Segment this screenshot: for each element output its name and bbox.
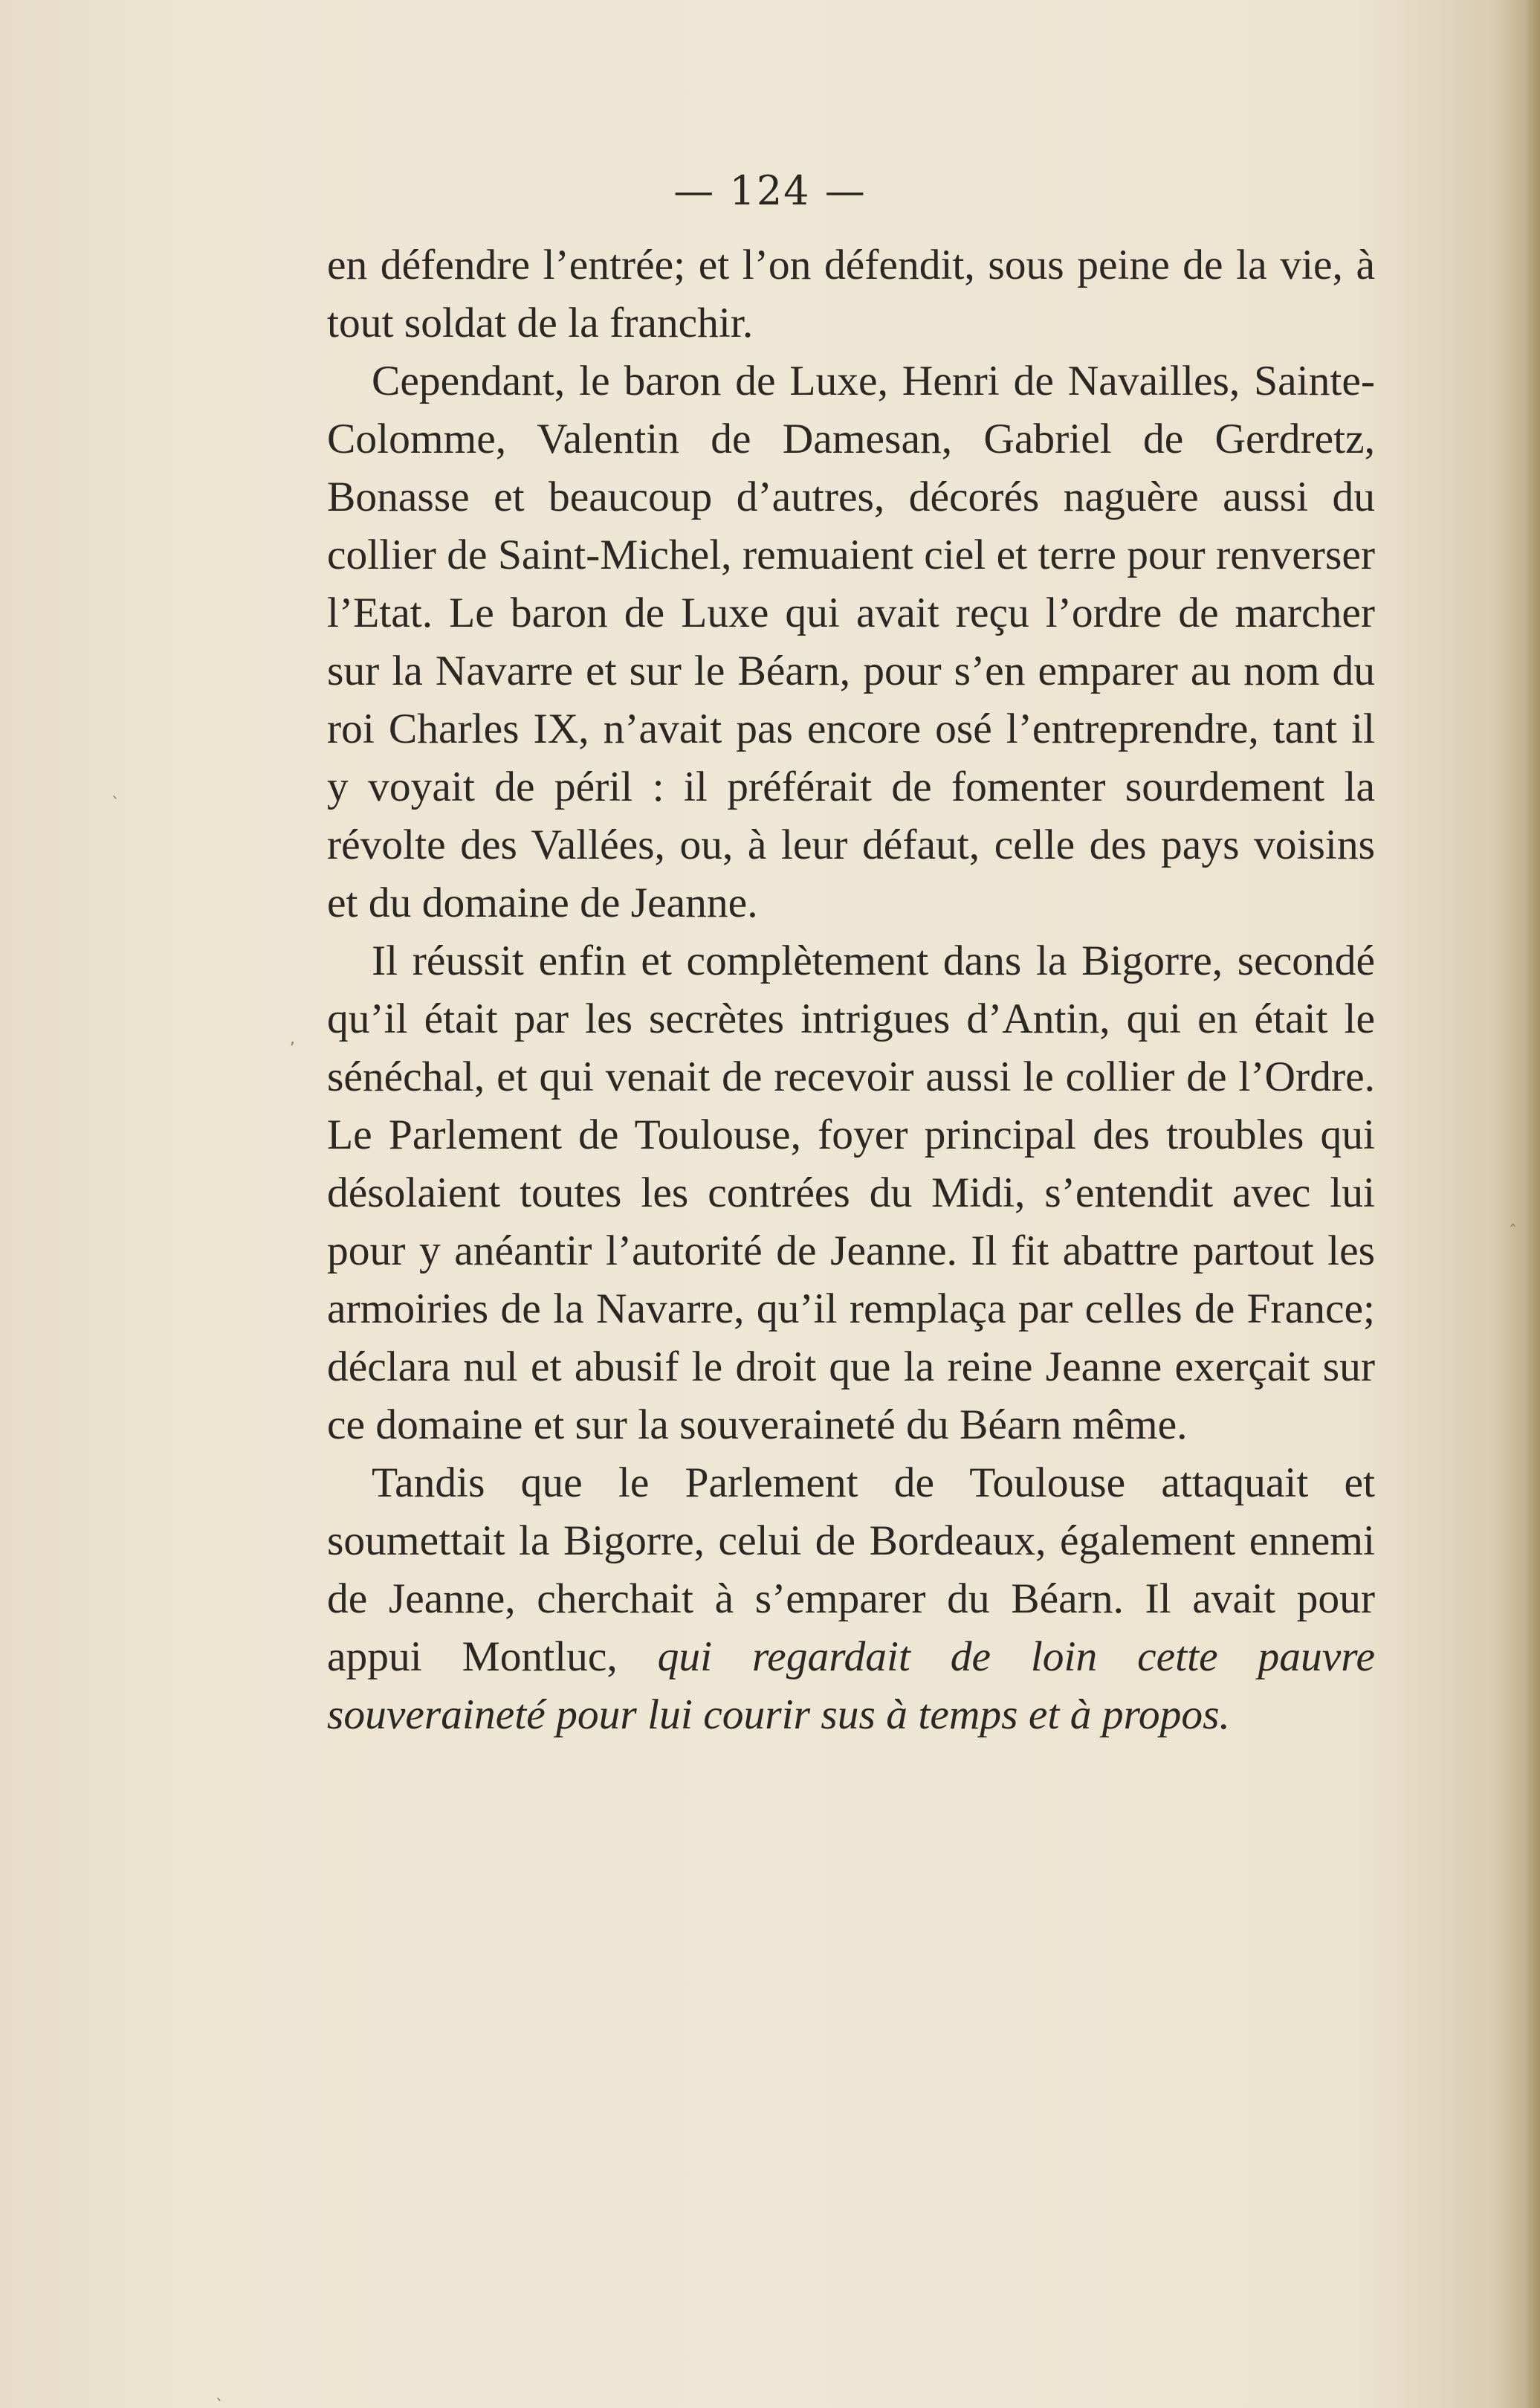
stray-mark: ˎ (111, 781, 120, 799)
paragraph-4 (327, 1454, 1375, 1744)
stray-mark: ˎ (216, 2383, 224, 2401)
stray-mark: , (290, 1030, 295, 1048)
paragraph-4-roman: Tandis que le Parlement de Toulouse attaquait et soumettait la Bigorre, celui de Bordeaux, également ennemi de Jeanne, cherchait à s’emparer du Béarn. Il avait pour appui Montluc, (327, 1459, 1375, 1680)
paragraph-3: Il réussit enfin et complètement dans la Bigorre, secondé qu’il était par les secrètes intrigues d’Antin, qui en était le sénéchal, et qui venait de recevoir aussi le collier de l’Ordre. Le Parlement de Toulouse, foyer principal des troubles qui désolaient toutes les contrées du Midi, s’entendit avec lui pour y anéantir l’autorité de Jeanne. Il fit abattre partout les armoiries de la Navarre, qu’il remplaça par celles de France; déclara nul et abusif le droit que la reine Jeanne exerçait sur ce domaine et sur la souveraineté du Béarn même. (327, 937, 1375, 1448)
page-number: — 124 — (673, 167, 867, 214)
paragraph-4-italic-quote: qui regardait de loin cette pauvre souveraineté pour lui courir sus à temps et à propos. (327, 1633, 1375, 1738)
page-edge-shadow (1525, 0, 1540, 2408)
paragraph-2: Cependant, le baron de Luxe, Henri de Navailles, Sainte-Colomme, Valentin de Damesan, Gabriel de Gerdretz, Bonasse et beaucoup d’autres, décorés naguère aussi du collier de Saint-Michel, remuaient ciel et terre pour renverser l’Etat. Le baron de Luxe qui avait reçu l’ordre de marcher sur la Navarre et sur le Béarn, pour s’en emparer au nom du roi Charles IX, n’avait pas encore osé l’entreprendre, tant il y voyait de péril : il préférait de fomenter sourdement la révolte des Vallées, ou, à leur défaut, celle des pays voisins et du domaine de Jeanne. (327, 358, 1375, 926)
paragraph-1: en défendre l’entrée; et l’on défendit, sous peine de la vie, à tout soldat de la franchir. (327, 242, 1375, 346)
stray-mark: ˆ (1509, 1223, 1517, 1242)
body-text (327, 236, 1375, 1744)
